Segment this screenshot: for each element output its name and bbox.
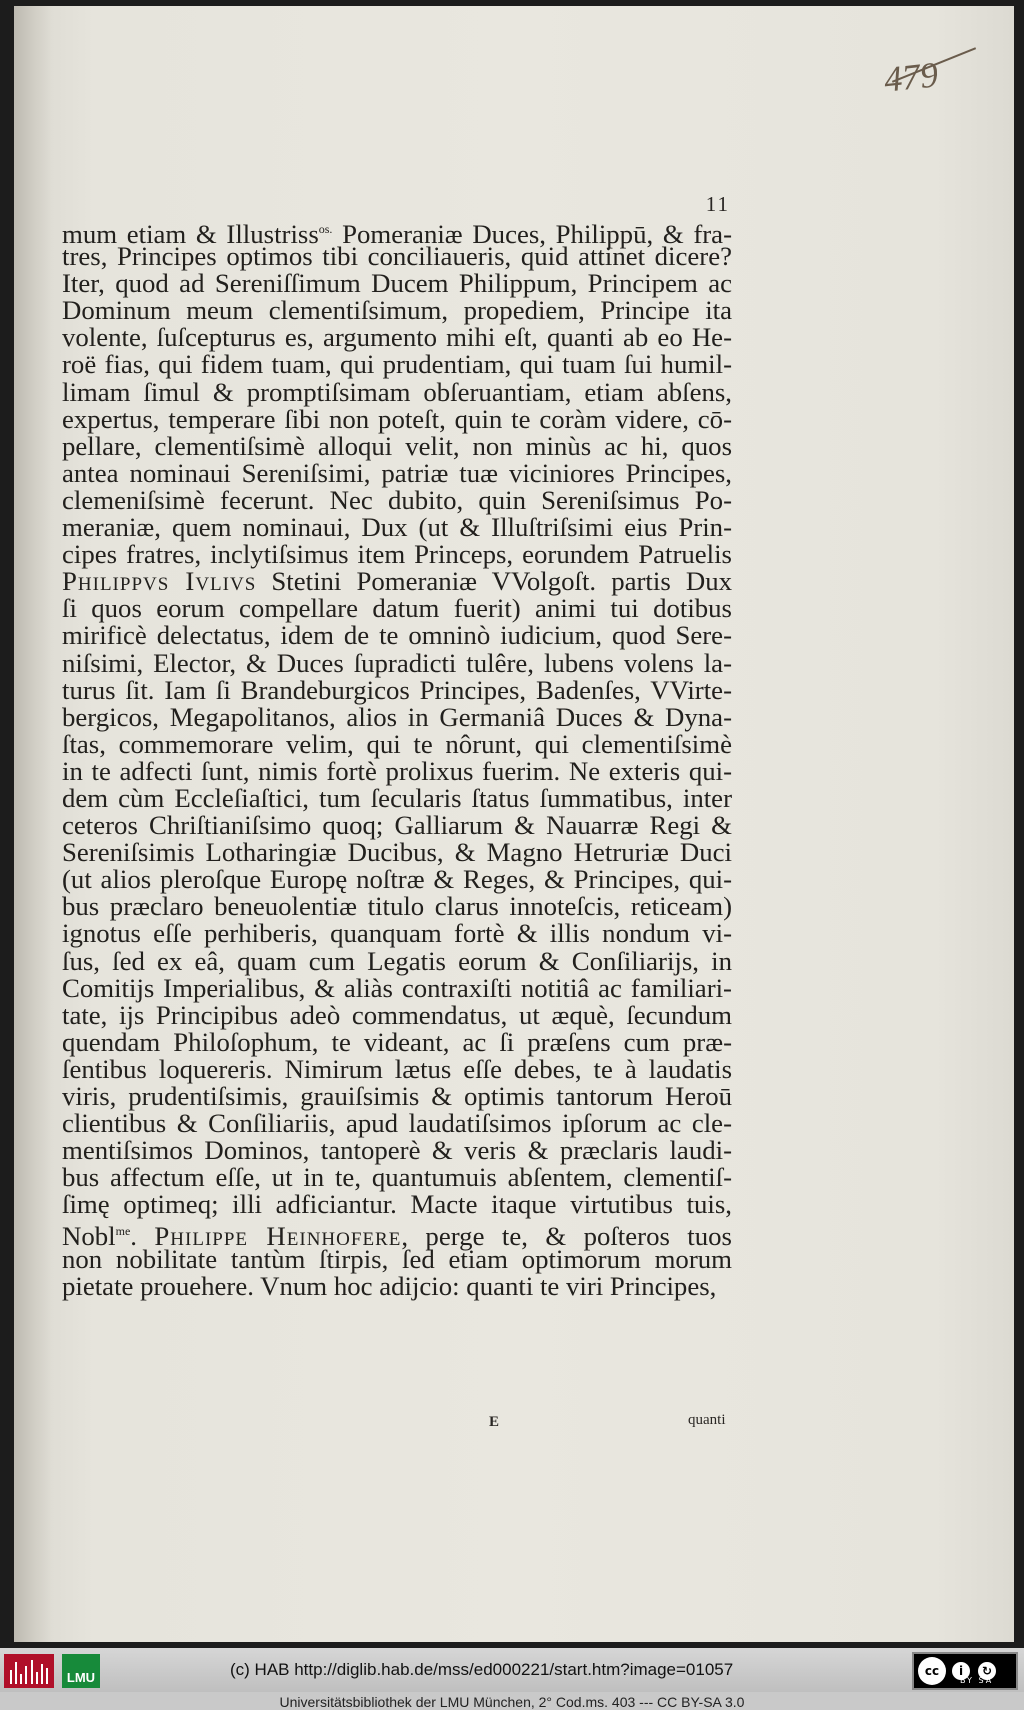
text-line: limam ſimul & promptiſsimam obſeruantiam, etiam abſens, (62, 376, 732, 407)
cc-license-label: BY SA (960, 1676, 994, 1685)
text-line: non nobilitate tantùm ſtirpis, ſed etiam optimorum morum (62, 1243, 732, 1274)
text-line: ſus, ſed ex eâ, quam cum Legatis eorum & Conſiliarijs, in (62, 945, 732, 976)
text-line: cipes fratres, inclytiſsimus item Princeps, eorundem Patruelis (62, 539, 732, 570)
text-line: mentiſsimos Dominos, tantoperè & veris & præclaris laudi- (62, 1135, 732, 1166)
manuscript-page (14, 6, 1014, 1642)
text-line: ſtas, commemorare velim, qui te nôrunt, qui clementiſsimè (62, 728, 732, 759)
text-line: viris, prudentiſsimis, grauiſsimis & optimis tantorum Heroū (62, 1081, 732, 1111)
sa-icon: ↻ (976, 1660, 998, 1682)
catchword: quanti (688, 1412, 726, 1428)
signature-mark: E (489, 1414, 500, 1430)
by-icon: i (950, 1660, 972, 1682)
text-line: bus affectum eſſe, ut in te, quantumuis abſentem, clementiſ- (62, 1162, 732, 1193)
text-line: tate, ijs Principibus adeò commendatus, ut æquè, ſecundum (62, 999, 732, 1030)
text-line: tres, Principes optimos tibi conciliaueris, quid attinet dicere? (62, 241, 732, 272)
text-line: mum etiam & Illustriss$^{os.}$ Pomeraniæ Duces, Philippū, & fra- (62, 218, 732, 249)
text-line: expertus, temperare ſibi non poteſt, quin te coràm videre, cō- (62, 403, 732, 434)
text-line: quendam Philoſophum, te videant, ac ſi præſens cum præ- (62, 1026, 732, 1057)
text-line: Iter, quod ad Sereniſſimum Ducem Philippum, Principem ac (62, 268, 732, 299)
text-line: mirificè delectatus, idem de te omninò iudicium, quod Sere- (62, 620, 732, 651)
text-line: pietate prouehere. Vnum hoc adijcio: quanti te viri Principes, (62, 1270, 717, 1301)
text-line: roë fias, qui fidem tuam, qui prudentiam, qui tuam ſui humil- (62, 349, 732, 380)
text-line: turus ſit. Iam ſi Brandeburgicos Principes, Badenſes, VVirte- (62, 674, 732, 705)
text-line: Philippvs Ivlivs Stetini Pomeraniæ VVolgoſt. partis Dux (62, 566, 732, 597)
text-line: ignotus eſſe perhiberis, quanquam fortè & illis nondum vi- (62, 918, 732, 949)
page-number: 11 (705, 192, 730, 216)
text-line: bergicos, Megapolitanos, alios in Germaniâ Duces & Dyna- (62, 701, 732, 732)
body-text (62, 216, 732, 1300)
text-line: ſentibus loquereris. Nimirum lætus eſſe debes, te à laudatis (62, 1053, 732, 1084)
text-line: ſi quos eorum compellare datum fuerit) animi tui dotibus (62, 593, 732, 624)
footer-credit-bar (0, 1648, 1024, 1692)
text-line: Comitijs Imperialibus, & aliàs contraxiſti notitiâ ac familiari- (62, 972, 732, 1003)
handwritten-folio-number: 479 (882, 54, 940, 100)
text-line: (ut alios pleroſque Europę noſtræ & Reges, & Principes, qui- (62, 864, 732, 895)
text-line: meraniæ, quem nominaui, Dux (ut & Illuſtriſsimi eius Prin- (62, 512, 732, 543)
lmu-logo: LMU (62, 1654, 100, 1688)
text-line: niſsimi, Elector, & Duces ſupradicti tulêre, lubens volens la- (62, 647, 732, 678)
cc-icon: cc (918, 1657, 946, 1685)
page-gutter (14, 6, 52, 1642)
text-line: ceteros Chriſtianiſsimo quoq; Galliarum & Nauarræ Regi & (62, 810, 732, 841)
footer-bar (0, 1648, 1024, 1710)
hab-logo (4, 1654, 54, 1688)
text-line: Sereniſsimis Lotharingiæ Ducibus, & Magno Hetruriæ Duci (62, 837, 732, 868)
text-line: antea nominaui Sereniſsimi, patriæ tuæ viciniores Principes, (62, 457, 732, 488)
text-line: bus præclaro beneuolentiæ titulo clarus innoteſcis, reticeam) (62, 891, 732, 922)
text-line: clientibus & Conſiliariis, apud laudatiſsimos ipſorum ac cle- (62, 1108, 732, 1139)
text-line: ſimę optimeq; illi adficiantur. Macte itaque virtutibus tuis, (62, 1189, 732, 1220)
credit-link[interactable]: (c) HAB http://diglib.hab.de/mss/ed000221/start.htm?image=01057 (230, 1660, 734, 1679)
library-attribution: Universitätsbibliothek der LMU München, 2° Cod.ms. 403 --- CC BY-SA 3.0 (279, 1694, 745, 1710)
text-line: Dominum meum clementiſsimum, propediem, Principe ita (62, 295, 732, 326)
text-line: in te adfecti ſunt, nimis fortè prolixus fuerim. Ne exteris qui- (62, 755, 732, 786)
cc-license-badge[interactable] (912, 1652, 1018, 1690)
text-line: Nobl$^{me}$. Philippe Heinhofere, perge te, & poſteros tuos (62, 1221, 732, 1252)
text-line: dem cùm Eccleſiaſtici, tum ſecularis ſtatus ſummatibus, inter (62, 782, 732, 813)
text-line: volente, ſuſcepturus es, argumento mihi eſt, quanti ab eo He- (62, 322, 732, 353)
text-line: pellare, clementiſsimè alloqui velit, non minùs ac hi, quos (62, 430, 732, 461)
text-line: clemeniſsimè fecerunt. Nec dubito, quin Sereniſsimus Po- (62, 484, 732, 515)
